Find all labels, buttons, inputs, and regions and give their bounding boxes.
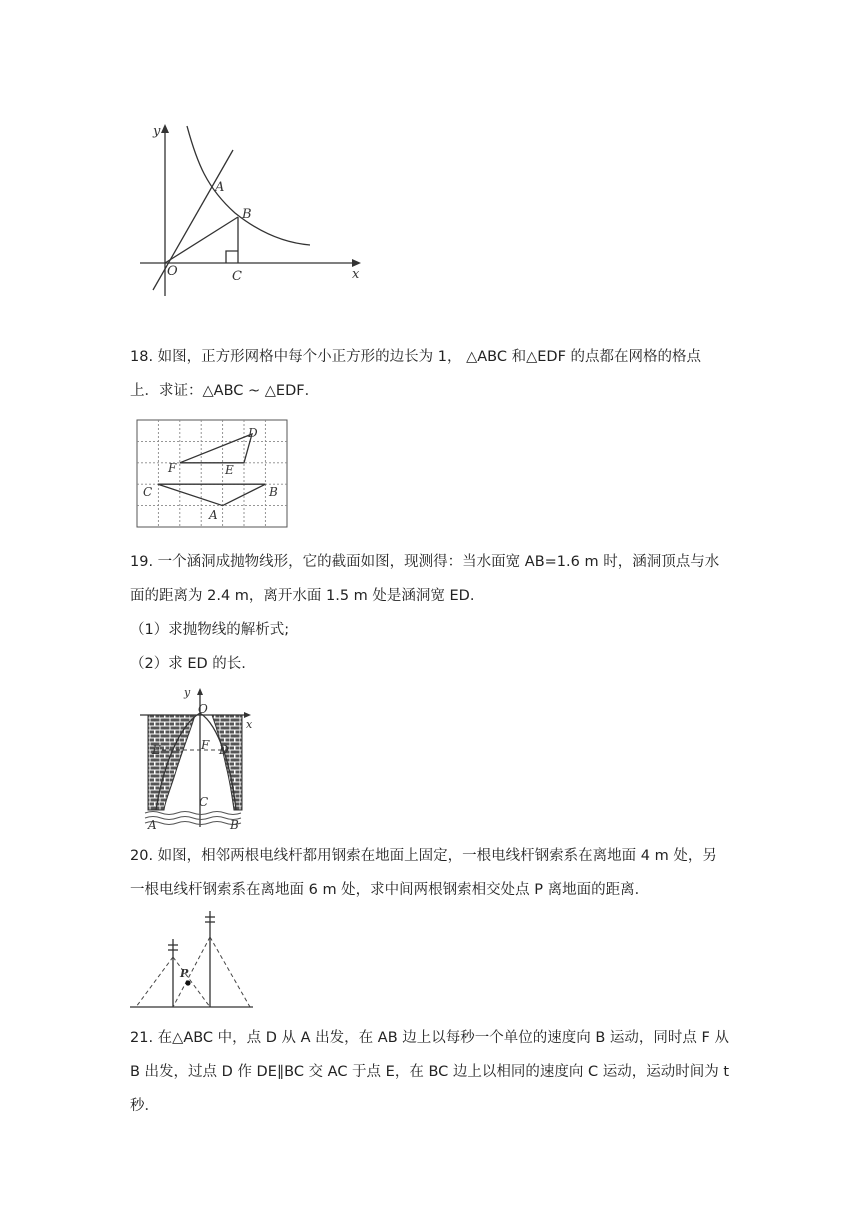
triangle-edf — [180, 434, 252, 463]
label-b: B — [242, 207, 252, 222]
label-x: x — [352, 267, 360, 282]
label-e: E — [152, 743, 161, 757]
label-c: C — [143, 485, 153, 499]
label-a: A — [215, 180, 225, 195]
label-f: F — [201, 738, 210, 752]
cable-short-right — [173, 957, 210, 1007]
label-y: y — [184, 686, 191, 699]
label-d: D — [248, 426, 258, 440]
triangle-abc — [158, 484, 265, 505]
water-wave-2 — [145, 817, 241, 820]
label-o: O — [167, 264, 178, 279]
cable-tall-right — [210, 937, 250, 1007]
label-c: C — [232, 269, 242, 284]
hyperbola-curve — [187, 126, 310, 245]
label-a: A — [148, 818, 157, 832]
question-21 — [130, 1021, 740, 1123]
question-21-line-1: 21. 在△ABC 中，点 D 从 A 出发，在 AB 边上以每秒一个单位的速度向 B 运动，同时点 F 从 — [130, 1030, 729, 1046]
question-20-line-1: 20. 如图，相邻两根电线杆都用钢索在地面上固定，一根电线杆钢索系在离地面 4 m 处，另 — [130, 848, 717, 864]
label-o: O — [198, 702, 208, 716]
figure-17-diagram — [135, 118, 375, 308]
question-19-sub-2: （2）求 ED 的长. — [130, 656, 246, 672]
label-b: B — [230, 818, 239, 832]
cable-short-left — [136, 957, 173, 1007]
label-f: F — [168, 461, 177, 475]
question-19 — [130, 545, 740, 681]
label-e: E — [225, 463, 234, 477]
question-18-line-1: 18. 如图，正方形网格中每个小正方形的边长为 1， △ABC 和△EDF 的点都在网格的格点 — [130, 349, 702, 365]
y-axis-arrow — [161, 124, 169, 133]
question-21-line-3: 秒． — [130, 1098, 159, 1114]
label-p: P — [180, 967, 189, 980]
question-20 — [130, 839, 740, 907]
figure-20-poles-diagram — [128, 909, 258, 1009]
x-axis-arrow — [352, 259, 361, 267]
point-p — [185, 980, 190, 985]
y-axis-arrow — [197, 688, 203, 695]
label-x: x — [246, 718, 253, 731]
water-wave-3 — [145, 822, 241, 825]
question-18 — [130, 340, 740, 408]
water-wave-1 — [145, 812, 241, 815]
question-19-line-2: 面的距离为 2.4 m，离开水面 1.5 m 处是涵洞宽 ED. — [130, 588, 475, 604]
label-y: y — [153, 124, 161, 139]
question-18-line-2: 上．求证：△ABC ~ △EDF． — [130, 383, 320, 399]
label-d: D — [219, 743, 229, 757]
label-c: C — [199, 795, 209, 809]
question-20-line-2: 一根电线杆钢索系在离地面 6 m 处，求中间两根钢索相交处点 P 离地面的距离． — [130, 882, 650, 898]
question-21-line-2: B 出发，过点 D 作 DE∥BC 交 AC 于点 E，在 BC 边上以相同的速度向 C 运动，运动时间为 t — [130, 1064, 730, 1080]
figure-18-grid-diagram — [135, 418, 290, 530]
question-19-line-1: 19. 一个涵洞成抛物线形，它的截面如图，现测得：当水面宽 AB=1.6 m 时，涵洞顶点与水 — [130, 554, 720, 570]
cable-tall-left — [173, 937, 210, 1007]
question-19-sub-1: （1）求抛物线的解析式; — [130, 622, 290, 638]
right-angle-mark — [226, 251, 238, 263]
figure-19-culvert-diagram — [140, 686, 270, 831]
label-b: B — [269, 485, 278, 499]
label-a: A — [209, 508, 218, 522]
left-wall-bricks — [148, 715, 195, 810]
segment-ob — [165, 217, 238, 263]
